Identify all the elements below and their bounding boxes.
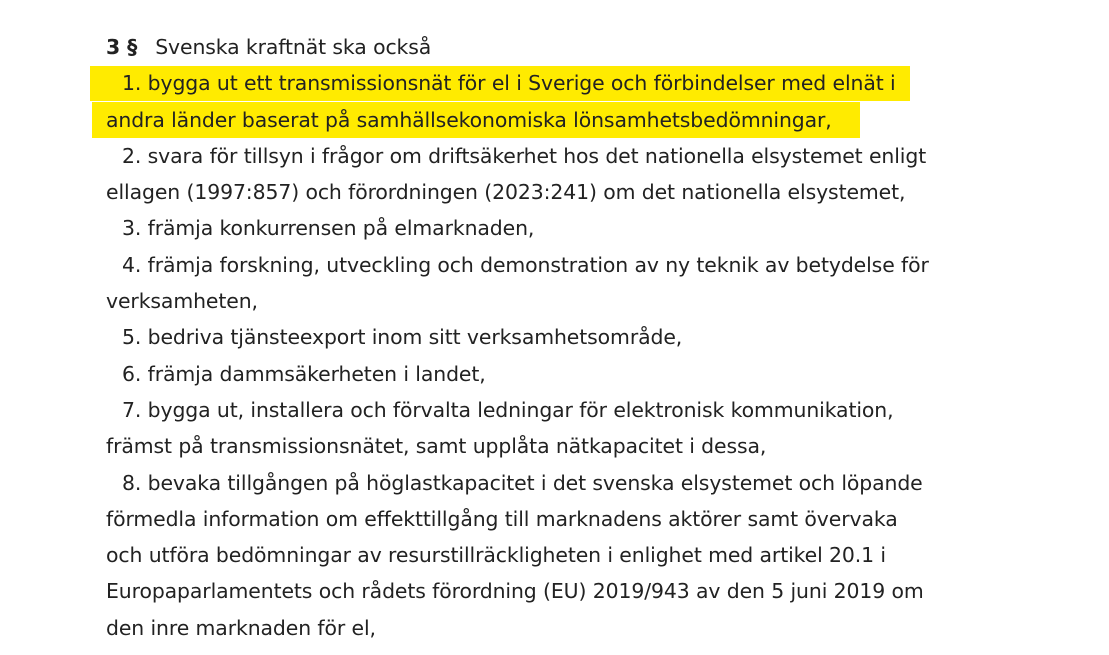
section-intro: Svenska kraftnät ska också [155, 35, 432, 59]
document-body [106, 29, 1066, 646]
list-item-3: 3. främja konkurrensen på elmarknaden, [122, 216, 535, 241]
list-item-8-line-5: den inre marknaden för el, [106, 615, 376, 640]
list-item-8-line-4: Europaparlamentets och rådets förordning (EU) 2019/943 av den 5 juni 2019 om [106, 579, 924, 604]
list-item-2-line-2: ellagen (1997:857) och förordningen (2023:241) om det nationella elsystemet, [106, 180, 906, 205]
list-item-2-line-1: 2. svara för tillsyn i frågor om driftsäkerhet hos det nationella elsystemet enligt [122, 143, 927, 168]
list-item-8-line-3: och utföra bedömningar av resurstillräckligheten i enlighet med artikel 20.1 i [106, 543, 886, 568]
list-item-8-line-2: förmedla information om effekttillgång till marknadens aktörer samt övervaka [106, 506, 898, 531]
list-item-1-line-2: andra länder baserat på samhällsekonomiska lönsamhetsbedömningar, [106, 102, 1066, 138]
list-item-7-line-1: 7. bygga ut, installera och förvalta ledningar för elektronisk kommunikation, [122, 397, 894, 422]
list-item-8-line-1: 8. bevaka tillgången på höglastkapacitet i det svenska elsystemet och löpande [122, 470, 923, 495]
list-item-4-line-1: 4. främja forskning, utveckling och demonstration av ny teknik av betydelse för [122, 252, 929, 277]
list-item-6: 6. främja dammsäkerheten i landet, [122, 361, 486, 386]
list-item-1-line-1: 1. bygga ut ett transmissionsnät för el i Sverige och förbindelser med elnät i [106, 65, 1066, 101]
list-item-7-line-2: främst på transmissionsnätet, samt upplåta nätkapacitet i dessa, [106, 434, 767, 459]
section-heading [106, 29, 1066, 65]
list-item-4-line-2: verksamheten, [106, 289, 258, 314]
section-number: 3 § [106, 35, 138, 59]
list-item-5: 5. bedriva tjänsteexport inom sitt verksamhetsområde, [122, 325, 683, 350]
